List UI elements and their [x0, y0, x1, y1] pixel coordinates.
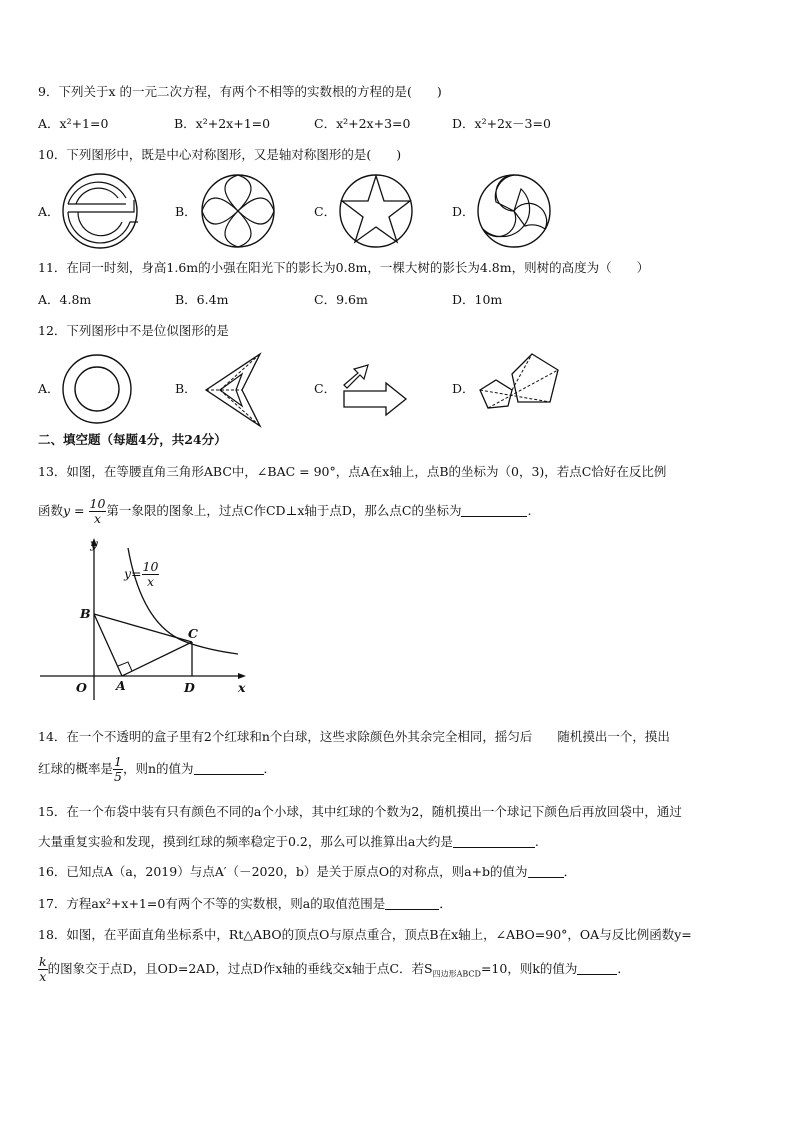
q18-text-c: ．	[617, 961, 630, 976]
q17-text-a: 17．方程ax²+x+1=0有两个不等的实数根，则a的取值范围是	[38, 896, 386, 911]
q13-graph-frac-den: x	[146, 574, 155, 589]
q15-line2	[38, 834, 539, 850]
q12-stem: 12．下列图形中不是位似图形的是	[38, 323, 229, 338]
q10-stem: 10．下列图形中，既是中心对称图形，又是轴对称图形的是( )	[38, 147, 402, 162]
q9-option-c[interactable]: C．x²+2x+3=0	[314, 116, 411, 131]
q18-frac-den: x	[39, 969, 47, 984]
q10-figure-d	[476, 172, 554, 250]
q18-line2	[38, 952, 630, 992]
q13-fraction	[89, 497, 107, 526]
q18-answer-blank[interactable]	[577, 962, 617, 975]
q10-option-c[interactable]: C．	[314, 204, 337, 219]
q16-line	[38, 864, 576, 880]
q10-option-b[interactable]: B．	[175, 204, 197, 219]
q13-text-c: 第一象限的图象上，过点C作CD⊥x轴于点D，那么点C的坐标为	[106, 503, 462, 518]
q14-frac-num: 1	[114, 754, 122, 769]
q13-answer-blank[interactable]	[461, 504, 527, 517]
q9-option-a[interactable]: A．x²+1=0	[38, 116, 109, 131]
q11-stem: 11．在同一时刻，身高1.6m的小强在阳光下的影长为0.8m，一棵大树的影长为4.8m，则树的高度为（ ）	[38, 260, 650, 275]
q14-line2	[38, 752, 276, 786]
q13-point-o: O	[76, 680, 87, 695]
q18-frac-num: k	[39, 954, 47, 969]
q11-option-b[interactable]: B．6.4m	[175, 292, 229, 307]
q13-point-c: C	[188, 626, 198, 641]
q16-answer-blank[interactable]	[528, 865, 564, 878]
q13-graph-y-label: y	[90, 536, 98, 551]
q18-text-a: 的图象交于点D，且OD=2AD，过点D作x轴的垂线交x轴于点C．若S	[47, 961, 433, 976]
q9-option-d[interactable]: D．x²+2x－3=0	[452, 116, 551, 131]
q11-option-c[interactable]: C．9.6m	[314, 292, 368, 307]
q12-figure-d	[476, 350, 572, 428]
q13-graph-frac-num: 10	[142, 559, 159, 574]
q10-option-a[interactable]: A．	[38, 204, 60, 219]
q13-text-d: .	[527, 503, 532, 518]
q17-text-b: ．	[439, 896, 452, 911]
q13-line1: 13．如图，在等腰直角三角形ABC中，∠BAC = 90°，点A在x轴上，点B的坐标为（0，3)，若点C恰好在反比例	[38, 464, 667, 479]
q12-figure-a	[60, 352, 134, 426]
q14-line1: 14．在一个不透明的盒子里有2个红球和n个白球，这些求除颜色外其余完全相同，摇匀后 随机摸出一个，摸出	[38, 729, 670, 744]
q10-figure-c	[338, 172, 416, 250]
q16-text-b: ．	[563, 864, 577, 879]
q17-line	[38, 896, 452, 912]
q9-option-b[interactable]: B．x²+2x+1=0	[174, 116, 271, 131]
q17-answer-blank[interactable]	[385, 897, 439, 910]
q14-text-b: ，则n的值为	[122, 761, 194, 776]
q11-option-d[interactable]: D．10m	[452, 292, 503, 307]
q13-graph-func-lhs: y=	[124, 566, 142, 581]
q14-fraction	[113, 755, 123, 784]
q15-answer-blank[interactable]	[453, 835, 535, 848]
q12-option-b[interactable]: B．	[175, 381, 197, 396]
q18-line1: 18．如图，在平面直角坐标系中，Rt△ABO的顶点O与原点重合，顶点B在x轴上，∠ABO=90°，OA与反比例函数y=	[38, 927, 692, 942]
q14-frac-den: 5	[114, 769, 122, 784]
q9-stem: 9．下列关于x 的一元二次方程，有两个不相等的实数根的方程的是( )	[38, 84, 442, 99]
q14-text-c: ．	[263, 761, 277, 776]
q13-text-a: 函数	[38, 503, 64, 518]
q18-subscript: 四边形ABCD	[432, 969, 481, 979]
q12-option-c[interactable]: C．	[314, 381, 337, 396]
q10-figure-b	[200, 172, 278, 250]
q16-text-a: 16．已知点A（a，2019）与点A′（－2020，b）是关于原点O的对称点，则a+b的值为	[38, 864, 528, 879]
q13-graph-frac	[142, 560, 160, 589]
q18-fraction	[38, 955, 48, 984]
q18-text-b: =10，则k的值为	[480, 961, 578, 976]
q15-line1: 15．在一个布袋中装有只有颜色不同的a个小球，其中红球的个数为2，随机摸出一个球记下颜色后再放回袋中，通过	[38, 804, 682, 819]
q10-figure-a	[60, 172, 142, 250]
q12-option-a[interactable]: A．	[38, 381, 60, 396]
q10-option-d[interactable]: D．	[452, 204, 475, 219]
q13-point-d: D	[184, 680, 195, 695]
q12-figure-b	[200, 350, 270, 430]
q13-point-b: B	[80, 606, 91, 621]
q13-frac-den: x	[93, 511, 101, 526]
q13-point-a: A	[116, 678, 126, 693]
q13-frac-num: 10	[89, 496, 106, 511]
q13-func-y: y =	[63, 503, 85, 518]
q13-graph-func	[124, 560, 159, 589]
q15-text-b: .	[534, 834, 539, 849]
q15-text-a: 大量重复实验和发现，摸到红球的频率稳定于0.2，那么可以推算出a大约是	[38, 834, 453, 849]
q11-option-a[interactable]: A．4.8m	[38, 292, 92, 307]
q12-option-d[interactable]: D．	[452, 381, 475, 396]
q12-figure-c	[338, 355, 416, 425]
q13-line2	[38, 494, 531, 528]
q14-answer-blank[interactable]	[194, 762, 264, 775]
section-2-heading: 二、填空题（每题4分，共24分）	[38, 432, 227, 447]
q14-text-a: 红球的概率是	[38, 761, 114, 776]
q13-graph-x-label: x	[238, 680, 246, 695]
